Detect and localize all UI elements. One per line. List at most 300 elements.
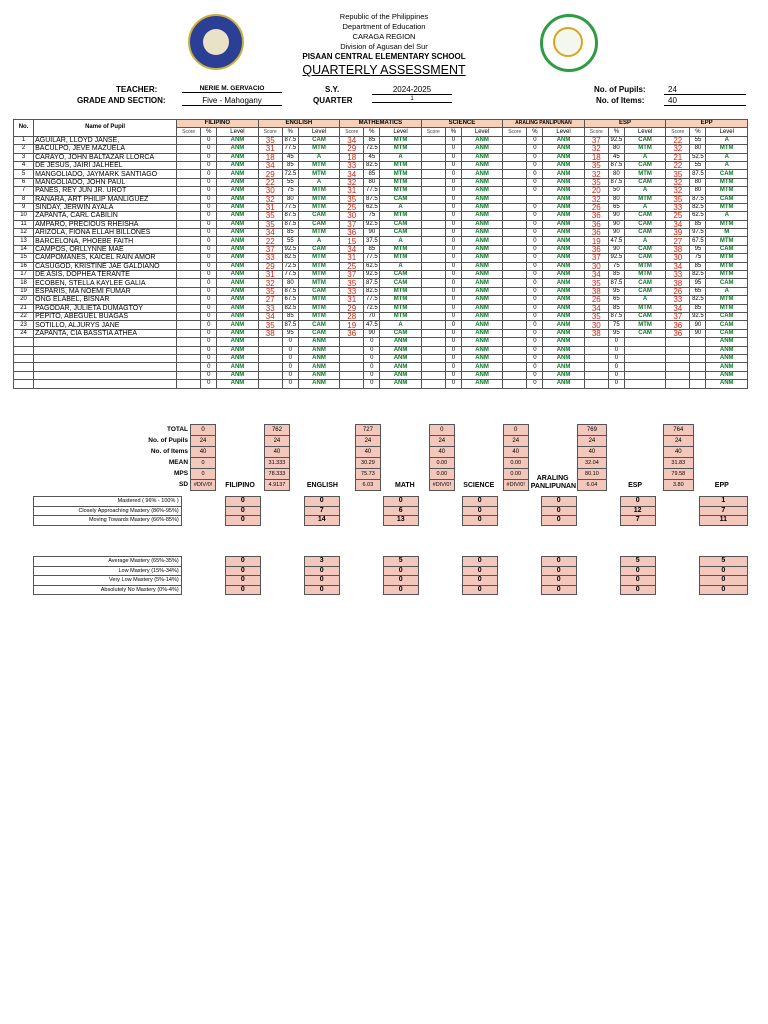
- mastery-count: 0: [541, 585, 576, 595]
- percent-cell: 0: [201, 245, 217, 253]
- score-cell: [177, 178, 201, 186]
- stats-value: 40: [264, 447, 289, 458]
- score-cell: [421, 346, 445, 354]
- percent-cell: 0: [527, 220, 543, 228]
- spacer: [418, 506, 462, 516]
- score-cell: [421, 312, 445, 320]
- score-cell: 36: [584, 245, 608, 253]
- percent-cell: 75: [364, 212, 380, 220]
- score-cell: [503, 187, 527, 195]
- pupil-name: ZAPANTA, CIA BASSTIA ATHEA: [34, 329, 177, 337]
- score-cell: 34: [258, 312, 282, 320]
- stats-value: 4.9137: [264, 480, 289, 491]
- level-cell: ANM: [543, 262, 584, 270]
- score-cell: [177, 271, 201, 279]
- pupil-number: 7: [14, 187, 34, 195]
- stats-label: MEAN: [168, 459, 189, 466]
- percent-cell: [690, 371, 706, 379]
- table-row: [14, 296, 748, 304]
- stats-label: MPS: [173, 470, 189, 477]
- table-row: [14, 287, 748, 295]
- sy-value: 2024-2025: [372, 85, 452, 95]
- level-cell: MTM: [380, 287, 421, 295]
- percent-cell: 0: [364, 380, 380, 388]
- document-header: [0, 12, 768, 78]
- score-cell: 19: [340, 321, 364, 329]
- score-cell: [177, 363, 201, 371]
- mastery-count: 5: [620, 557, 655, 567]
- level-cell: MTM: [380, 136, 421, 144]
- percent-cell: 0: [282, 363, 298, 371]
- table-row: [14, 212, 748, 220]
- spacer: [181, 516, 225, 526]
- spacer: [418, 566, 462, 576]
- stats-subject-label: [607, 425, 664, 436]
- level-cell: ANM: [461, 170, 502, 178]
- mastery-count: 0: [383, 566, 418, 576]
- percent-cell: 37.5: [364, 237, 380, 245]
- percent-cell: 0: [201, 363, 217, 371]
- score-cell: [666, 346, 690, 354]
- mastery-count: 7: [699, 506, 747, 516]
- stats-value: 30.29: [355, 458, 380, 469]
- school-name: PISAAN CENTRAL ELEMENTARY SCHOOL: [302, 52, 466, 61]
- level-cell: MTM: [380, 161, 421, 169]
- percent-cell: 92.5: [690, 312, 706, 320]
- stats-value: 0.00: [429, 469, 454, 480]
- stats-value: 24: [355, 436, 380, 447]
- score-cell: 29: [340, 304, 364, 312]
- percent-cell: 0: [445, 346, 461, 354]
- percent-cell: 80: [364, 178, 380, 186]
- stats-subject-label: [454, 436, 503, 447]
- percent-cell: 50: [608, 187, 624, 195]
- percent-cell: 0: [445, 136, 461, 144]
- stats-subject-label: [528, 436, 577, 447]
- table-row: [14, 153, 748, 161]
- level-cell: ANM: [217, 212, 258, 220]
- stats-subject-label: [693, 436, 750, 447]
- level-cell: CAM: [298, 329, 339, 337]
- spacer: [497, 566, 541, 576]
- items-count-value: 40: [664, 96, 746, 106]
- score-cell: [177, 354, 201, 362]
- score-cell: [177, 254, 201, 262]
- stats-value: 24: [577, 436, 607, 447]
- score-cell: [421, 354, 445, 362]
- percent-cell: 87.5: [608, 279, 624, 287]
- score-cell: 37: [258, 245, 282, 253]
- stats-value: 0: [503, 425, 528, 436]
- pupils-count-label: No. of Pupils:: [594, 85, 646, 94]
- score-cell: [177, 329, 201, 337]
- level-cell: CAM: [624, 279, 665, 287]
- percent-cell: 0: [527, 363, 543, 371]
- score-cell: [666, 363, 690, 371]
- stats-value: 764: [664, 425, 694, 436]
- pupil-name: MANGOLIADO, JOHN PAUL: [34, 178, 177, 186]
- level-cell: CAM: [706, 195, 748, 203]
- score-cell: [503, 245, 527, 253]
- level-cell: ANM: [217, 304, 258, 312]
- level-cell: ANM: [461, 178, 502, 186]
- pupil-name: ARIZOLA, FIONA ELLAH BILLONES: [34, 229, 177, 237]
- mastery-count: 0: [462, 506, 497, 516]
- stats-value: 40: [503, 447, 528, 458]
- subheader-percent: %: [445, 128, 461, 136]
- level-cell: ANM: [461, 338, 502, 346]
- level-cell: A: [706, 212, 748, 220]
- percent-cell: 0: [608, 371, 624, 379]
- percent-cell: 0: [445, 262, 461, 270]
- table-row: [14, 338, 748, 346]
- level-cell: [624, 346, 665, 354]
- level-cell: ANM: [706, 354, 748, 362]
- level-cell: MTM: [624, 145, 665, 153]
- percent-cell: 0: [445, 296, 461, 304]
- level-cell: ANM: [217, 153, 258, 161]
- percent-cell: 85: [364, 170, 380, 178]
- percent-cell: 87.5: [282, 212, 298, 220]
- percent-cell: 0: [445, 371, 461, 379]
- level-cell: CAM: [624, 161, 665, 169]
- spacer: [418, 557, 462, 567]
- percent-cell: 67.5: [282, 296, 298, 304]
- level-cell: A: [298, 153, 339, 161]
- stats-row: [70, 447, 750, 458]
- score-cell: 32: [258, 195, 282, 203]
- stats-value: 769: [577, 425, 607, 436]
- score-cell: [177, 195, 201, 203]
- percent-cell: 85: [690, 220, 706, 228]
- score-cell: [421, 145, 445, 153]
- score-cell: 32: [666, 187, 690, 195]
- score-cell: [503, 161, 527, 169]
- percent-cell: [690, 363, 706, 371]
- department-line: Department of Education: [342, 22, 426, 31]
- mastery-count: 7: [620, 516, 655, 526]
- level-cell: MTM: [624, 321, 665, 329]
- score-cell: [258, 380, 282, 388]
- level-cell: ANM: [706, 338, 748, 346]
- level-cell: ANM: [217, 346, 258, 354]
- level-cell: CAM: [624, 178, 665, 186]
- percent-cell: 72.5: [282, 170, 298, 178]
- level-cell: CAM: [706, 279, 748, 287]
- pupil-number: [14, 346, 34, 354]
- pupil-number: 17: [14, 271, 34, 279]
- score-cell: [503, 312, 527, 320]
- percent-cell: 0: [445, 354, 461, 362]
- score-cell: [503, 304, 527, 312]
- level-cell: MTM: [624, 170, 665, 178]
- table-row: [14, 136, 748, 144]
- score-cell: 29: [258, 262, 282, 270]
- subheader-level: Level: [706, 128, 748, 136]
- score-cell: 26: [666, 287, 690, 295]
- stats-subject-label: [216, 447, 265, 458]
- subject-header: FILIPINO: [177, 120, 259, 128]
- quarter-label: QUARTER: [313, 96, 353, 105]
- percent-cell: 87.5: [282, 321, 298, 329]
- level-cell: MTM: [298, 195, 339, 203]
- spacer: [260, 497, 304, 507]
- percent-cell: 95: [690, 279, 706, 287]
- mastery-count: 6: [383, 506, 418, 516]
- stats-subject-label: [693, 458, 750, 469]
- level-cell: MTM: [380, 187, 421, 195]
- score-cell: 19: [584, 237, 608, 245]
- score-cell: 31: [258, 271, 282, 279]
- score-cell: [421, 245, 445, 253]
- pupil-number: 16: [14, 262, 34, 270]
- level-cell: CAM: [624, 229, 665, 237]
- level-cell: CAM: [706, 245, 748, 253]
- percent-cell: 0: [445, 220, 461, 228]
- table-row: [14, 380, 748, 388]
- level-cell: CAM: [298, 212, 339, 220]
- stats-subject-label: [454, 469, 503, 480]
- percent-cell: 0: [445, 279, 461, 287]
- score-cell: 28: [340, 312, 364, 320]
- level-cell: CAM: [380, 229, 421, 237]
- level-cell: ANM: [543, 161, 584, 169]
- stats-value: 0.00: [503, 458, 528, 469]
- level-cell: ANM: [380, 338, 421, 346]
- percent-cell: 90: [608, 220, 624, 228]
- score-cell: [503, 271, 527, 279]
- spacer: [181, 497, 225, 507]
- score-cell: 20: [584, 187, 608, 195]
- stats-value: 727: [355, 425, 380, 436]
- score-cell: 30: [340, 212, 364, 220]
- score-cell: 25: [340, 262, 364, 270]
- subject-header: MATHEMATICS: [340, 120, 422, 128]
- percent-cell: 0: [527, 329, 543, 337]
- pupil-name: [34, 354, 177, 362]
- stats-row: [70, 436, 750, 447]
- percent-cell: 0: [201, 237, 217, 245]
- percent-cell: 62.5: [690, 212, 706, 220]
- percent-cell: 85: [364, 245, 380, 253]
- level-cell: CAM: [380, 220, 421, 228]
- score-cell: [177, 312, 201, 320]
- col-header-no: No.: [14, 120, 34, 137]
- level-cell: [624, 363, 665, 371]
- score-cell: [421, 212, 445, 220]
- table-row: [14, 161, 748, 169]
- percent-cell: 0: [608, 380, 624, 388]
- level-cell: MTM: [706, 296, 748, 304]
- pupil-number: 6: [14, 178, 34, 186]
- pupil-name: ESPARIS, MA NOEMI FUMAR: [34, 287, 177, 295]
- level-cell: MTM: [706, 271, 748, 279]
- mastery-count: 0: [304, 585, 339, 595]
- stats-subject-label: [528, 447, 577, 458]
- percent-cell: 0: [527, 145, 543, 153]
- percent-cell: 0: [445, 245, 461, 253]
- score-cell: 31: [340, 254, 364, 262]
- percent-cell: 72.5: [282, 262, 298, 270]
- level-cell: ANM: [461, 287, 502, 295]
- level-cell: ANM: [217, 254, 258, 262]
- percent-cell: 0: [445, 254, 461, 262]
- stats-row: [70, 469, 750, 480]
- score-cell: [421, 187, 445, 195]
- mastery-count: 0: [225, 557, 260, 567]
- mastery-label: Moving Towards Mastery (66%-85%): [34, 516, 182, 526]
- stats-value: 32.04: [577, 458, 607, 469]
- level-cell: ANM: [217, 245, 258, 253]
- score-cell: [177, 212, 201, 220]
- mastery-count: 0: [462, 516, 497, 526]
- level-cell: ANM: [298, 363, 339, 371]
- percent-cell: 0: [527, 312, 543, 320]
- score-cell: 21: [666, 153, 690, 161]
- score-cell: [258, 354, 282, 362]
- stats-label: SD: [179, 481, 189, 488]
- score-cell: [503, 136, 527, 144]
- score-cell: [421, 279, 445, 287]
- percent-cell: 82.5: [282, 304, 298, 312]
- percent-cell: 0: [445, 363, 461, 371]
- score-cell: 35: [340, 195, 364, 203]
- mastery-row: [34, 566, 748, 576]
- level-cell: CAM: [624, 212, 665, 220]
- percent-cell: 0: [445, 321, 461, 329]
- percent-cell: 55: [690, 161, 706, 169]
- spacer: [260, 516, 304, 526]
- level-cell: CAM: [706, 321, 748, 329]
- level-cell: ANM: [461, 161, 502, 169]
- stats-value: 3.80: [664, 480, 694, 491]
- score-cell: [584, 338, 608, 346]
- table-row: [14, 237, 748, 245]
- pupil-number: 2: [14, 145, 34, 153]
- percent-cell: 0: [201, 380, 217, 388]
- level-cell: ANM: [543, 212, 584, 220]
- percent-cell: 0: [527, 296, 543, 304]
- score-cell: 22: [666, 161, 690, 169]
- score-cell: 26: [584, 296, 608, 304]
- score-cell: 31: [340, 187, 364, 195]
- level-cell: ANM: [706, 363, 748, 371]
- score-cell: 34: [258, 161, 282, 169]
- percent-cell: 0: [201, 178, 217, 186]
- score-cell: [340, 346, 364, 354]
- level-cell: A: [706, 153, 748, 161]
- level-cell: ANM: [461, 203, 502, 211]
- score-cell: 18: [584, 153, 608, 161]
- mastery-count: 0: [699, 566, 747, 576]
- percent-cell: 0: [445, 178, 461, 186]
- stats-value: 762: [264, 425, 289, 436]
- score-cell: [503, 212, 527, 220]
- score-cell: 29: [258, 170, 282, 178]
- percent-cell: 80: [608, 195, 624, 203]
- level-cell: ANM: [543, 279, 584, 287]
- level-cell: A: [706, 136, 748, 144]
- stats-value: 40: [355, 447, 380, 458]
- pupil-number: 13: [14, 237, 34, 245]
- percent-cell: 0: [364, 338, 380, 346]
- table-row: [14, 170, 748, 178]
- percent-cell: 85: [608, 304, 624, 312]
- score-cell: 25: [340, 203, 364, 211]
- subheader-level: Level: [543, 128, 584, 136]
- col-header-name: Name of Pupil: [34, 120, 177, 137]
- percent-cell: 45: [282, 153, 298, 161]
- pupil-name: PANES, REY JUN JR. UROT: [34, 187, 177, 195]
- score-cell: 34: [666, 262, 690, 270]
- table-row: [14, 195, 748, 203]
- spacer: [655, 497, 699, 507]
- subject-header: ARALING PANLIPUNAN: [503, 120, 585, 128]
- subheader-score: Score: [258, 128, 282, 136]
- percent-cell: 45: [364, 153, 380, 161]
- percent-cell: 77.5: [364, 254, 380, 262]
- score-cell: 33: [258, 304, 282, 312]
- table-row: [14, 354, 748, 362]
- percent-cell: 0: [201, 229, 217, 237]
- stats-subject-label: [380, 447, 429, 458]
- spacer: [655, 516, 699, 526]
- level-cell: ANM: [543, 153, 584, 161]
- level-cell: ANM: [543, 287, 584, 295]
- mastery-count: 0: [225, 497, 260, 507]
- percent-cell: 0: [527, 287, 543, 295]
- stats-value: 24: [664, 436, 694, 447]
- level-cell: ANM: [461, 195, 502, 203]
- score-cell: [177, 321, 201, 329]
- score-cell: 36: [666, 321, 690, 329]
- pupil-number: 12: [14, 229, 34, 237]
- table-row: [14, 254, 748, 262]
- level-cell: M: [706, 229, 748, 237]
- score-cell: [258, 346, 282, 354]
- level-cell: ANM: [461, 237, 502, 245]
- percent-cell: [690, 338, 706, 346]
- percent-cell: 67.5: [690, 237, 706, 245]
- pupil-name: SOTILLO, ALJURYS JANE: [34, 321, 177, 329]
- stats-value: 6.04: [577, 480, 607, 491]
- pupil-number: 20: [14, 296, 34, 304]
- level-cell: ANM: [380, 380, 421, 388]
- spacer: [418, 576, 462, 586]
- score-cell: [340, 338, 364, 346]
- table-row: [14, 245, 748, 253]
- percent-cell: 85: [690, 262, 706, 270]
- level-cell: CAM: [706, 312, 748, 320]
- level-cell: MTM: [380, 145, 421, 153]
- percent-cell: 0: [527, 262, 543, 270]
- percent-cell: 0: [201, 271, 217, 279]
- percent-cell: 92.5: [364, 220, 380, 228]
- percent-cell: 0: [201, 338, 217, 346]
- percent-cell: 0: [201, 212, 217, 220]
- score-cell: 37: [340, 271, 364, 279]
- percent-cell: 0: [527, 187, 543, 195]
- score-cell: 30: [258, 187, 282, 195]
- assessment-table: [13, 119, 748, 389]
- mastery-label: Very Low Mastery (5%-14%): [34, 576, 182, 586]
- score-cell: 22: [666, 136, 690, 144]
- teacher-value: NERIE M. GERVACIO: [182, 85, 282, 93]
- score-cell: [421, 195, 445, 203]
- spacer: [497, 576, 541, 586]
- percent-cell: 0: [445, 161, 461, 169]
- percent-cell: 0: [527, 245, 543, 253]
